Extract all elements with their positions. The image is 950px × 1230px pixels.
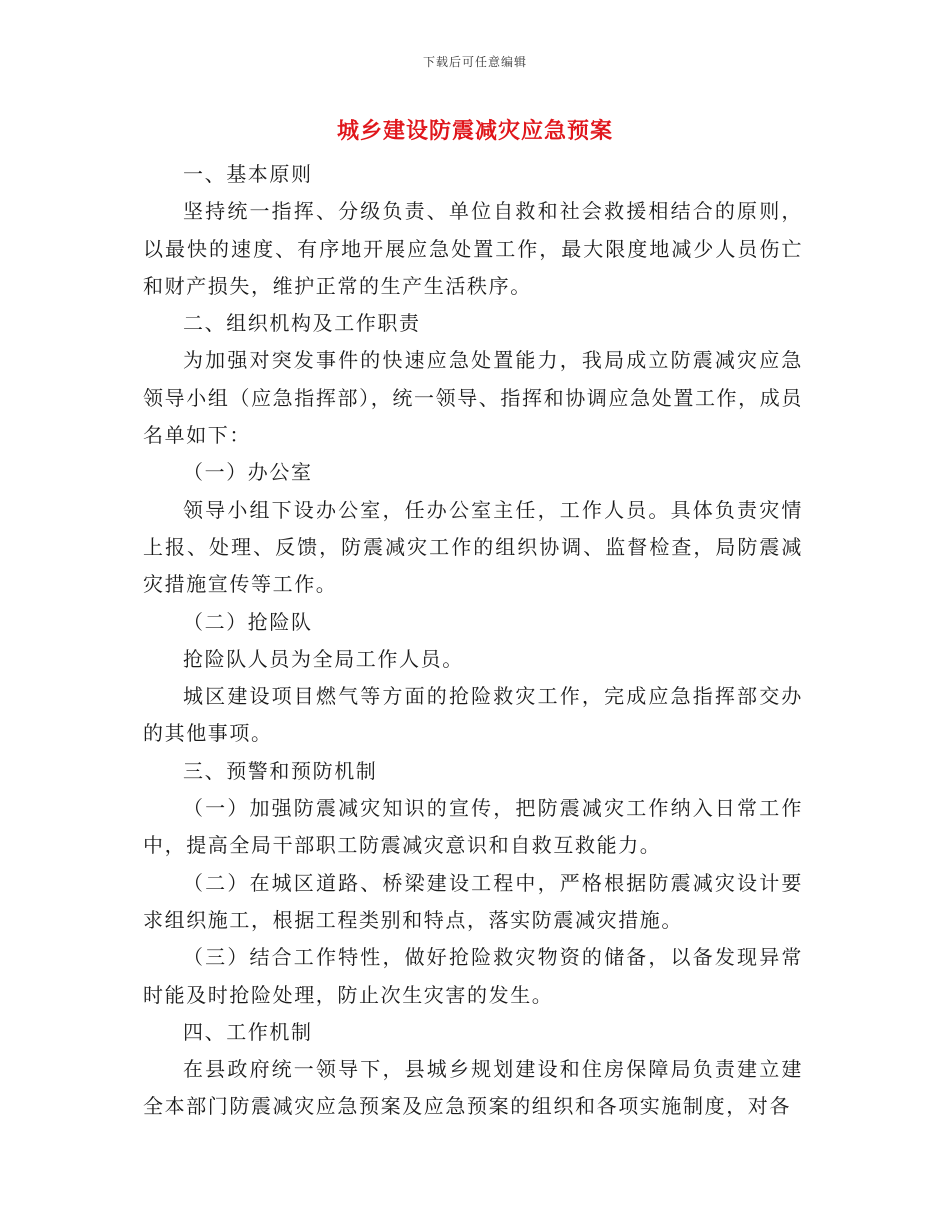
section-heading-principles: 一、基本原则 bbox=[183, 162, 313, 186]
section-heading-mechanism: 四、工作机制 bbox=[183, 1019, 313, 1044]
document-title: 城乡建设防震减灾应急预案 bbox=[336, 119, 613, 144]
document-body bbox=[143, 156, 803, 1126]
paragraph-mechanism: 在县政府统一领导下，县城乡规划建设和住房保障局负责建立建全本部门防震减灾应急预案及应急预案的组织和各项实施制度，对各 bbox=[143, 1057, 803, 1119]
paragraph-warning-2: （二）在城区道路、桥梁建设工程中，严格根据防震减灾设计要求组织施工，根据工程类别和特点，落实防震减灾措施。 bbox=[143, 870, 803, 932]
paragraph-rescue-team: 抢险队人员为全局工作人员。 bbox=[183, 646, 464, 671]
section-heading-warning: 三、预警和预防机制 bbox=[183, 758, 378, 783]
paragraph-rescue-duties: 城区建设项目燃气等方面的抢险救灾工作，完成应急指挥部交办的其他事项。 bbox=[143, 684, 803, 746]
paragraph-principles: 坚持统一指挥、分级负责、单位自救和社会救援相结合的原则，以最快的速度、有序地开展应急处置工作，最大限度地减少人员伤亡和财产损失，维护正常的生产生活秩序。 bbox=[143, 199, 803, 298]
subheading-rescue-team: （二）抢险队 bbox=[183, 609, 313, 634]
paragraph-organization: 为加强对突发事件的快速应急处置能力，我局成立防震减灾应急领导小组（应急指挥部），统一领导、指挥和协调应急处置工作，成员名单如下： bbox=[143, 348, 803, 448]
paragraph-office: 领导小组下设办公室，任办公室主任，工作人员。具体负责灾情上报、处理、反馈，防震减灾工作的组织协调、监督检查，局防震减灾措施宣传等工作。 bbox=[143, 497, 803, 597]
section-heading-organization: 二、组织机构及工作职责 bbox=[183, 311, 421, 336]
paragraph-warning-3: （三）结合工作特性，做好抢险救灾物资的储备，以备发现异常时能及时抢险处理，防止次生灾害的发生。 bbox=[143, 945, 803, 1007]
subheading-office: （一）办公室 bbox=[183, 460, 313, 485]
paragraph-warning-1: （一）加强防震减灾知识的宣传，把防震减灾工作纳入日常工作中，提高全局干部职工防震减灾意识和自救互救能力。 bbox=[143, 796, 803, 858]
header-note: 下载后可任意编辑 bbox=[422, 55, 527, 69]
